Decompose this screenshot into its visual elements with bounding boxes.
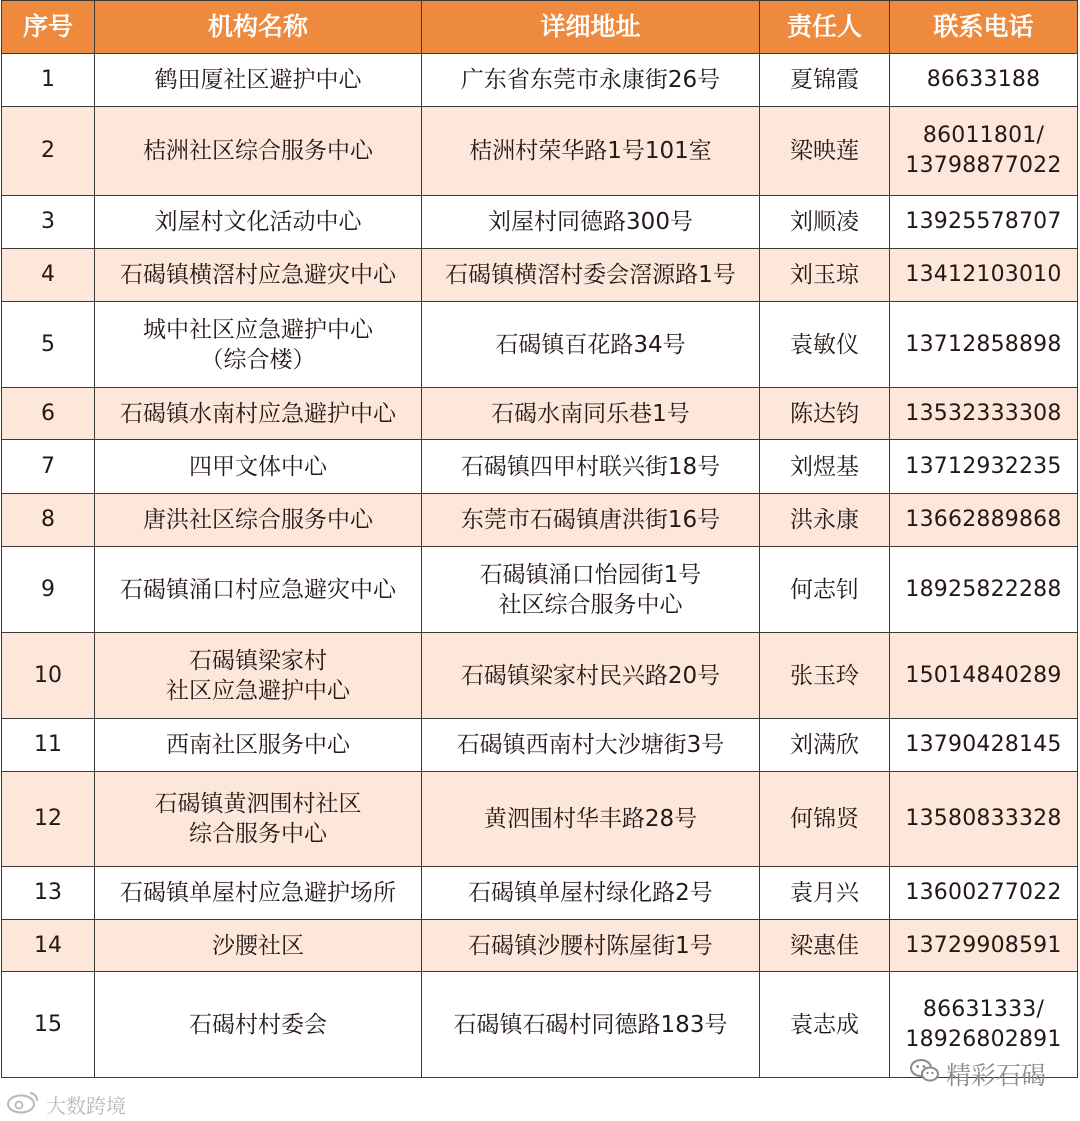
cell-phone — [890, 867, 1078, 920]
cell-address-line: 广东省东莞市永康街26号 — [460, 67, 721, 93]
cell-address — [422, 719, 760, 772]
cell-name — [95, 107, 422, 196]
cell-address — [422, 54, 760, 107]
cell-address — [422, 196, 760, 249]
watermark-right — [910, 1056, 1046, 1092]
table-row — [2, 54, 1078, 107]
cell-phone — [890, 388, 1078, 440]
cell-phone-line: 13729908591 — [905, 932, 1062, 958]
cell-address — [422, 633, 760, 719]
cell-no: 5 — [2, 302, 95, 388]
cell-phone-line: 13412103010 — [905, 262, 1062, 287]
cell-name-line: 刘屋村文化活动中心 — [154, 209, 362, 235]
cell-no: 14 — [2, 920, 95, 972]
cell-name — [95, 440, 422, 494]
cell-name-line: 四甲文体中心 — [189, 453, 327, 480]
cell-name — [95, 867, 422, 920]
weibo-logo-icon — [6, 1090, 40, 1119]
table-row — [2, 494, 1078, 547]
cell-name-line: 石碣镇涌口村应急避灾中心 — [120, 576, 396, 603]
cell-name — [95, 302, 422, 388]
cell-address — [422, 302, 760, 388]
cell-phone-line: 13600277022 — [905, 880, 1062, 905]
table-row — [2, 772, 1078, 867]
cell-person: 洪永康 — [760, 494, 890, 547]
watermark-left — [6, 1090, 126, 1119]
cell-no: 3 — [2, 196, 95, 249]
cell-address-line: 刘屋村同德路300号 — [488, 209, 693, 235]
cell-person: 陈达钧 — [760, 388, 890, 440]
cell-name-line: （综合楼） — [200, 346, 316, 373]
table-body — [2, 54, 1078, 1078]
cell-person: 刘煜基 — [760, 440, 890, 494]
table-row — [2, 440, 1078, 494]
cell-phone-line: 13662889868 — [905, 507, 1062, 532]
cell-name — [95, 633, 422, 719]
header-name: 机构名称 — [95, 1, 422, 54]
cell-address — [422, 107, 760, 196]
header-no: 序号 — [2, 1, 95, 54]
cell-name-line: 沙腰社区 — [212, 932, 304, 959]
cell-address — [422, 972, 760, 1078]
cell-name — [95, 972, 422, 1078]
cell-phone — [890, 107, 1078, 196]
cell-person: 夏锦霞 — [760, 54, 890, 107]
cell-no: 6 — [2, 388, 95, 440]
cell-phone — [890, 633, 1078, 719]
cell-no: 1 — [2, 54, 95, 107]
cell-address — [422, 388, 760, 440]
cell-name-line: 石碣镇水南村应急避护中心 — [120, 400, 396, 427]
cell-phone-line: 18925822288 — [905, 576, 1062, 602]
table-header-row — [2, 1, 1078, 54]
cell-phone — [890, 920, 1078, 972]
cell-name-line: 石碣镇单屋村应急避护场所 — [120, 880, 396, 906]
cell-name — [95, 547, 422, 633]
cell-phone — [890, 196, 1078, 249]
cell-address — [422, 249, 760, 302]
cell-address-line: 社区综合服务中心 — [498, 591, 683, 618]
cell-name-line: 桔洲社区综合服务中心 — [143, 138, 373, 164]
table-row — [2, 302, 1078, 388]
cell-address-line: 石碣镇梁家村民兴路20号 — [460, 662, 721, 689]
cell-person: 何志钊 — [760, 547, 890, 633]
cell-person: 梁惠佳 — [760, 920, 890, 972]
cell-phone — [890, 719, 1078, 772]
cell-name-line: 城中社区应急避护中心 — [143, 316, 373, 343]
cell-name — [95, 196, 422, 249]
cell-name — [95, 54, 422, 107]
table-row — [2, 388, 1078, 440]
cell-person: 刘玉琼 — [760, 249, 890, 302]
cell-address-line: 东莞市石碣镇唐洪街16号 — [460, 507, 721, 533]
cell-phone-line: 13925578707 — [905, 209, 1062, 234]
cell-person: 袁志成 — [760, 972, 890, 1078]
cell-address-line: 石碣镇西南村大沙塘街3号 — [456, 732, 725, 758]
cell-no: 2 — [2, 107, 95, 196]
cell-person: 袁月兴 — [760, 867, 890, 920]
cell-name — [95, 494, 422, 547]
cell-name — [95, 772, 422, 867]
cell-phone-line: 13580833328 — [905, 806, 1062, 831]
cell-name — [95, 920, 422, 972]
cell-no: 12 — [2, 772, 95, 867]
table-row — [2, 107, 1078, 196]
watermark-right-text: 精彩石碣 — [945, 1061, 1046, 1090]
cell-phone-line: 15014840289 — [905, 662, 1062, 688]
cell-person: 何锦贤 — [760, 772, 890, 867]
header-address: 详细地址 — [422, 1, 760, 54]
cell-name-line: 综合服务中心 — [189, 821, 327, 847]
cell-address-line: 石碣镇百花路34号 — [495, 331, 686, 358]
cell-address — [422, 920, 760, 972]
table-row — [2, 633, 1078, 719]
cell-address-line: 石碣镇沙腰村陈屋街1号 — [468, 932, 713, 959]
cell-person: 刘满欣 — [760, 719, 890, 772]
cell-no: 4 — [2, 249, 95, 302]
header-phone: 联系电话 — [890, 1, 1078, 54]
cell-name-line: 鹤田厦社区避护中心 — [154, 67, 362, 93]
cell-phone-line: 13712932235 — [905, 453, 1062, 479]
cell-address — [422, 867, 760, 920]
cell-phone-line: 13532333308 — [905, 400, 1062, 426]
cell-name-line: 石碣村村委会 — [189, 1011, 327, 1038]
cell-no: 15 — [2, 972, 95, 1078]
cell-no: 9 — [2, 547, 95, 633]
cell-address-line: 石碣镇四甲村联兴街18号 — [460, 453, 721, 480]
cell-name — [95, 388, 422, 440]
cell-person: 梁映莲 — [760, 107, 890, 196]
cell-phone-line: 86631333/ — [922, 996, 1045, 1022]
cell-person: 袁敏仪 — [760, 302, 890, 388]
table-row — [2, 249, 1078, 302]
header-person: 责任人 — [760, 1, 890, 54]
cell-address — [422, 494, 760, 547]
cell-person: 刘顺凌 — [760, 196, 890, 249]
cell-address-line: 石碣镇横滘村委会滘源路1号 — [445, 262, 736, 288]
cell-address-line: 石碣水南同乐巷1号 — [491, 400, 690, 427]
cell-address-line: 石碣镇涌口怡园街1号 — [479, 561, 702, 588]
cell-name-line: 西南社区服务中心 — [166, 732, 350, 758]
cell-no: 13 — [2, 867, 95, 920]
cell-phone-line: 86633188 — [926, 67, 1041, 92]
cell-phone — [890, 772, 1078, 867]
table-row — [2, 920, 1078, 972]
cell-phone — [890, 302, 1078, 388]
cell-phone — [890, 440, 1078, 494]
cell-no: 7 — [2, 440, 95, 494]
cell-phone-line: 13712858898 — [905, 331, 1062, 357]
cell-name — [95, 249, 422, 302]
table-row — [2, 196, 1078, 249]
cell-address-line: 石碣镇单屋村绿化路2号 — [468, 880, 713, 906]
cell-address-line: 黄泗围村华丰路28号 — [483, 806, 698, 832]
cell-name-line: 唐洪社区综合服务中心 — [143, 507, 373, 533]
table-row — [2, 867, 1078, 920]
watermark-left-text: 大数跨境 — [46, 1094, 126, 1118]
cell-no: 8 — [2, 494, 95, 547]
cell-person: 张玉玲 — [760, 633, 890, 719]
cell-name — [95, 719, 422, 772]
cell-phone-line: 86011801/ — [922, 123, 1045, 148]
cell-phone — [890, 249, 1078, 302]
cell-name-line: 社区应急避护中心 — [166, 677, 350, 704]
cell-phone-line: 13790428145 — [905, 732, 1062, 757]
table-row — [2, 719, 1078, 772]
cell-address-line: 桔洲村荣华路1号101室 — [469, 138, 712, 164]
cell-name-line: 石碣镇梁家村 — [189, 647, 327, 674]
cell-phone-line: 18926802891 — [905, 1026, 1062, 1052]
cell-name-line: 石碣镇黄泗围村社区 — [154, 791, 362, 817]
cell-address — [422, 547, 760, 633]
cell-name-line: 石碣镇横滘村应急避灾中心 — [120, 262, 396, 288]
cell-phone — [890, 547, 1078, 633]
cell-address — [422, 440, 760, 494]
wechat-icon — [910, 1058, 940, 1090]
cell-phone — [890, 494, 1078, 547]
cell-phone-line: 13798877022 — [905, 153, 1062, 178]
cell-no: 10 — [2, 633, 95, 719]
cell-address-line: 石碣镇石碣村同德路183号 — [453, 1011, 728, 1038]
cell-address — [422, 772, 760, 867]
table-row — [2, 547, 1078, 633]
cell-phone — [890, 54, 1078, 107]
shelter-table — [1, 0, 1078, 1078]
cell-no: 11 — [2, 719, 95, 772]
